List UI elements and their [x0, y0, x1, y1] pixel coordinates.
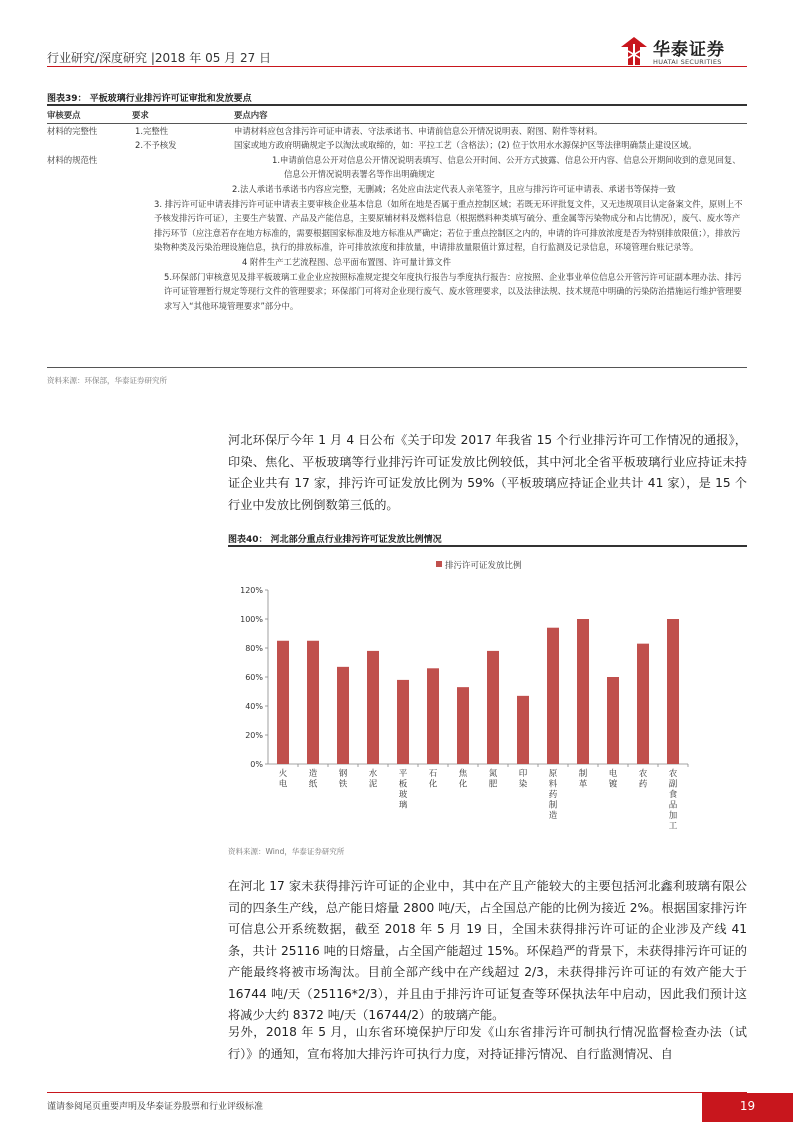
x-tick-label: 造纸 [308, 769, 318, 790]
header-text: 行业研究/深度研究 |2018 年 05 月 27 日 [47, 51, 272, 65]
legend-swatch [436, 561, 442, 567]
bar [607, 677, 619, 764]
table-row [47, 138, 747, 153]
y-axis [240, 586, 268, 769]
x-axis [268, 764, 688, 832]
x-tick-label: 水泥 [368, 769, 378, 790]
review-table [47, 108, 747, 313]
x-tick-label: 火电 [278, 769, 288, 790]
figure40-title: 图表40： 河北部分重点行业排污许可证发放比例情况 [228, 535, 442, 545]
huatai-logo [620, 34, 750, 70]
bar [667, 619, 679, 764]
x-tick-label: 制革 [578, 769, 588, 790]
header-divider [47, 66, 747, 67]
bar [457, 687, 469, 764]
footer-disclaimer: 谨请参阅尾页重要声明及华泰证券股票和行业评级标准 [47, 1102, 264, 1112]
page-number: 19 [702, 1093, 793, 1122]
y-tick-label: 60% [245, 673, 263, 682]
footer-divider [47, 1092, 747, 1093]
y-tick-label: 100% [240, 615, 263, 624]
bar [367, 651, 379, 764]
table-cell [47, 270, 132, 314]
y-tick-label: 80% [245, 644, 263, 653]
table-cell: 1.申请前信息公开对信息公开情况说明表填写、信息公开时间、公开方式披露、信息公开内容、信息公开期间收到的意见回复、信息公开情况说明表署名等作出明确规定 [272, 154, 741, 180]
logo-cn-text: 华泰证券 [653, 40, 725, 60]
table-cell: 2.法人承诺书承诺书内容应完整，无删减；名处应由法定代表人亲笔签字，且应与排污许可证申请表、承诺书等保持一致 [232, 183, 676, 194]
x-tick-label: 印染 [518, 769, 528, 790]
table-cell [47, 138, 132, 153]
table-cell: 4 附件生产工艺流程图、总平面布置图、许可量计算文件 [242, 256, 451, 267]
bar [307, 641, 319, 764]
figure39-title: 图表39： 平板玻璃行业排污许可证审批和发放要点 [47, 94, 252, 104]
x-tick-label: 石化 [428, 769, 438, 790]
table-row [47, 255, 747, 270]
figure39-source: 资料来源：环保部，华泰证券研究所 [47, 376, 167, 385]
bar-chart [228, 548, 747, 843]
table-cell: 2.不予核发 [135, 140, 177, 151]
table-row [47, 182, 747, 197]
x-tick-label: 钢铁 [338, 769, 348, 790]
huatai-logo-icon [620, 36, 648, 66]
y-tick-label: 120% [240, 586, 263, 595]
body-paragraph-2: 在河北 17 家未获得排污许可证的企业中，其中在产且产能较大的主要包括河北鑫利玻璃有限公司的四条生产线，总产能日熔量 2800 吨/天，占全国总产能的比例为接近 2%。根据国家排污许可信息公开系统数据，截至 2018 年 5 月 19 日，全国未获得排污许可证的企业涉及产线 41 条，共计 25116 吨的日熔量，占全国产能超过 15%。环保趋严的背景下，未获得排污许可证的产能最终将被市场淘汰。目前全部产线中在产线超过 2/3，未获得排污许可证的有效产能大于 16744 吨/天（25116*2/3），并且由于排污许可证复查等环保执法年中启动，因此我们预计这将减少大约 8372 吨/天（16744/2）的玻璃产能。 [228, 879, 747, 1022]
x-tick-label: 农副食品加工 [668, 769, 678, 832]
table-cell [47, 255, 132, 270]
table-cell: 材料的完整性 [47, 125, 98, 136]
table-header-row [47, 108, 747, 123]
table-bottom-rule [47, 367, 747, 368]
table-header-cell: 要求 [132, 108, 234, 123]
bar [547, 628, 559, 764]
y-tick-label: 20% [245, 731, 263, 740]
y-tick-label: 40% [245, 702, 263, 711]
figure39-rule [47, 104, 747, 106]
table-cell: 申请材料应包含排污许可证申请表、守法承诺书、申请前信息公开情况说明表、附图、附件等材料。 [234, 125, 603, 136]
legend-label: 排污许可证发放比例 [445, 561, 522, 571]
y-tick-label: 0% [250, 760, 263, 769]
table-row [47, 197, 747, 255]
table-cell: 1.完整性 [135, 125, 169, 136]
bar [337, 667, 349, 764]
table-header-cell: 要点内容 [234, 108, 747, 123]
bar [397, 680, 409, 764]
x-tick-label: 平板玻璃 [398, 769, 408, 811]
bar-series [277, 619, 679, 764]
logo-en-text: HUATAI SECURITIES [653, 58, 722, 66]
figure40-rule [228, 545, 747, 547]
table-cell [47, 197, 132, 255]
table-cell: 5.环保部门审核意见及排平板玻璃工业企业应按照标准规定提交年度执行报告与季度执行报告：应按照、企业事业单位信息公开管污许可证副本理办法、排污许可证管理暂行规定等现行文件的管理要求；环保部门可将对企业现行废气、废水管理要求，以及法律法规、技术规范中明确的污染防治措施运行维护管理要求写入“其他环境管理要求”部分中。 [164, 271, 742, 311]
table-row [47, 153, 747, 182]
x-tick-label: 电镀 [608, 769, 618, 790]
table-row [47, 270, 747, 314]
body-paragraph-3: 另外，2018 年 5 月，山东省环境保护厅印发《山东省排污许可制执行情况监督检查办法（试行）》的通知，宣布将加大排污许可执行力度，对持证排污情况、自行监测情况、自 [228, 1025, 747, 1061]
x-tick-label: 氮肥 [488, 769, 498, 790]
table-cell: 3. 排污许可证申请表排污许可证申请表主要审核企业基本信息（如所在地是否属于重点控制区域；若既无环评批复文件，又无违规项目认定备案文件，原则上不予核发排污许可证），主要生产装置、产品及产能信息，主要原辅材料及燃料信息（根据燃料种类填写硫分、重金属等污染物成分和占比情况），废气、废水等产排污环节（应注意若存在地方标准的，需要根据国家标准及地方标准从严确定；若位于重点控制区之内的，申请的许可排放浓度是否为特别排放限值；），排放污染物种类及污染治理设施信息，执行的排放标准，许可排放浓度和排放量，申请排放量限值计算过程，自行监测及记录信息，环境管理台账记录等。 [154, 198, 743, 253]
x-tick-label: 焦化 [458, 769, 468, 790]
bar [517, 696, 529, 764]
x-tick-label: 农药 [638, 769, 648, 790]
chart-legend [436, 560, 522, 571]
bar [637, 644, 649, 764]
bar [277, 641, 289, 764]
table-row [47, 123, 747, 138]
body-paragraph-1: 河北环保厅今年 1 月 4 日公布《关于印发 2017 年我省 15 个行业排污许可工作情况的通报》，印染、焦化、平板玻璃等行业排污许可证发放比例较低，其中河北全省平板玻璃行业应持证未持证企业共有 17 家，排污许可证发放比例为 59%（平板玻璃应持证企业共计 41 家），是 15 个行业中发放比例倒数第三低的。 [228, 433, 747, 512]
table-cell: 材料的规范性 [47, 154, 98, 165]
table-header-cell: 审核要点 [47, 108, 132, 123]
x-tick-label: 原料药制造 [548, 769, 558, 821]
bar [577, 619, 589, 764]
bar [487, 651, 499, 764]
figure40-source: 资料来源：Wind，华泰证券研究所 [228, 847, 345, 856]
table-cell [47, 182, 132, 197]
bar [427, 668, 439, 764]
table-cell: 国家或地方政府明确规定予以淘汰或取缔的，如：平拉工艺（含格法）；(2) 位于饮用水水源保护区等法律明确禁止建设区域。 [234, 140, 697, 151]
